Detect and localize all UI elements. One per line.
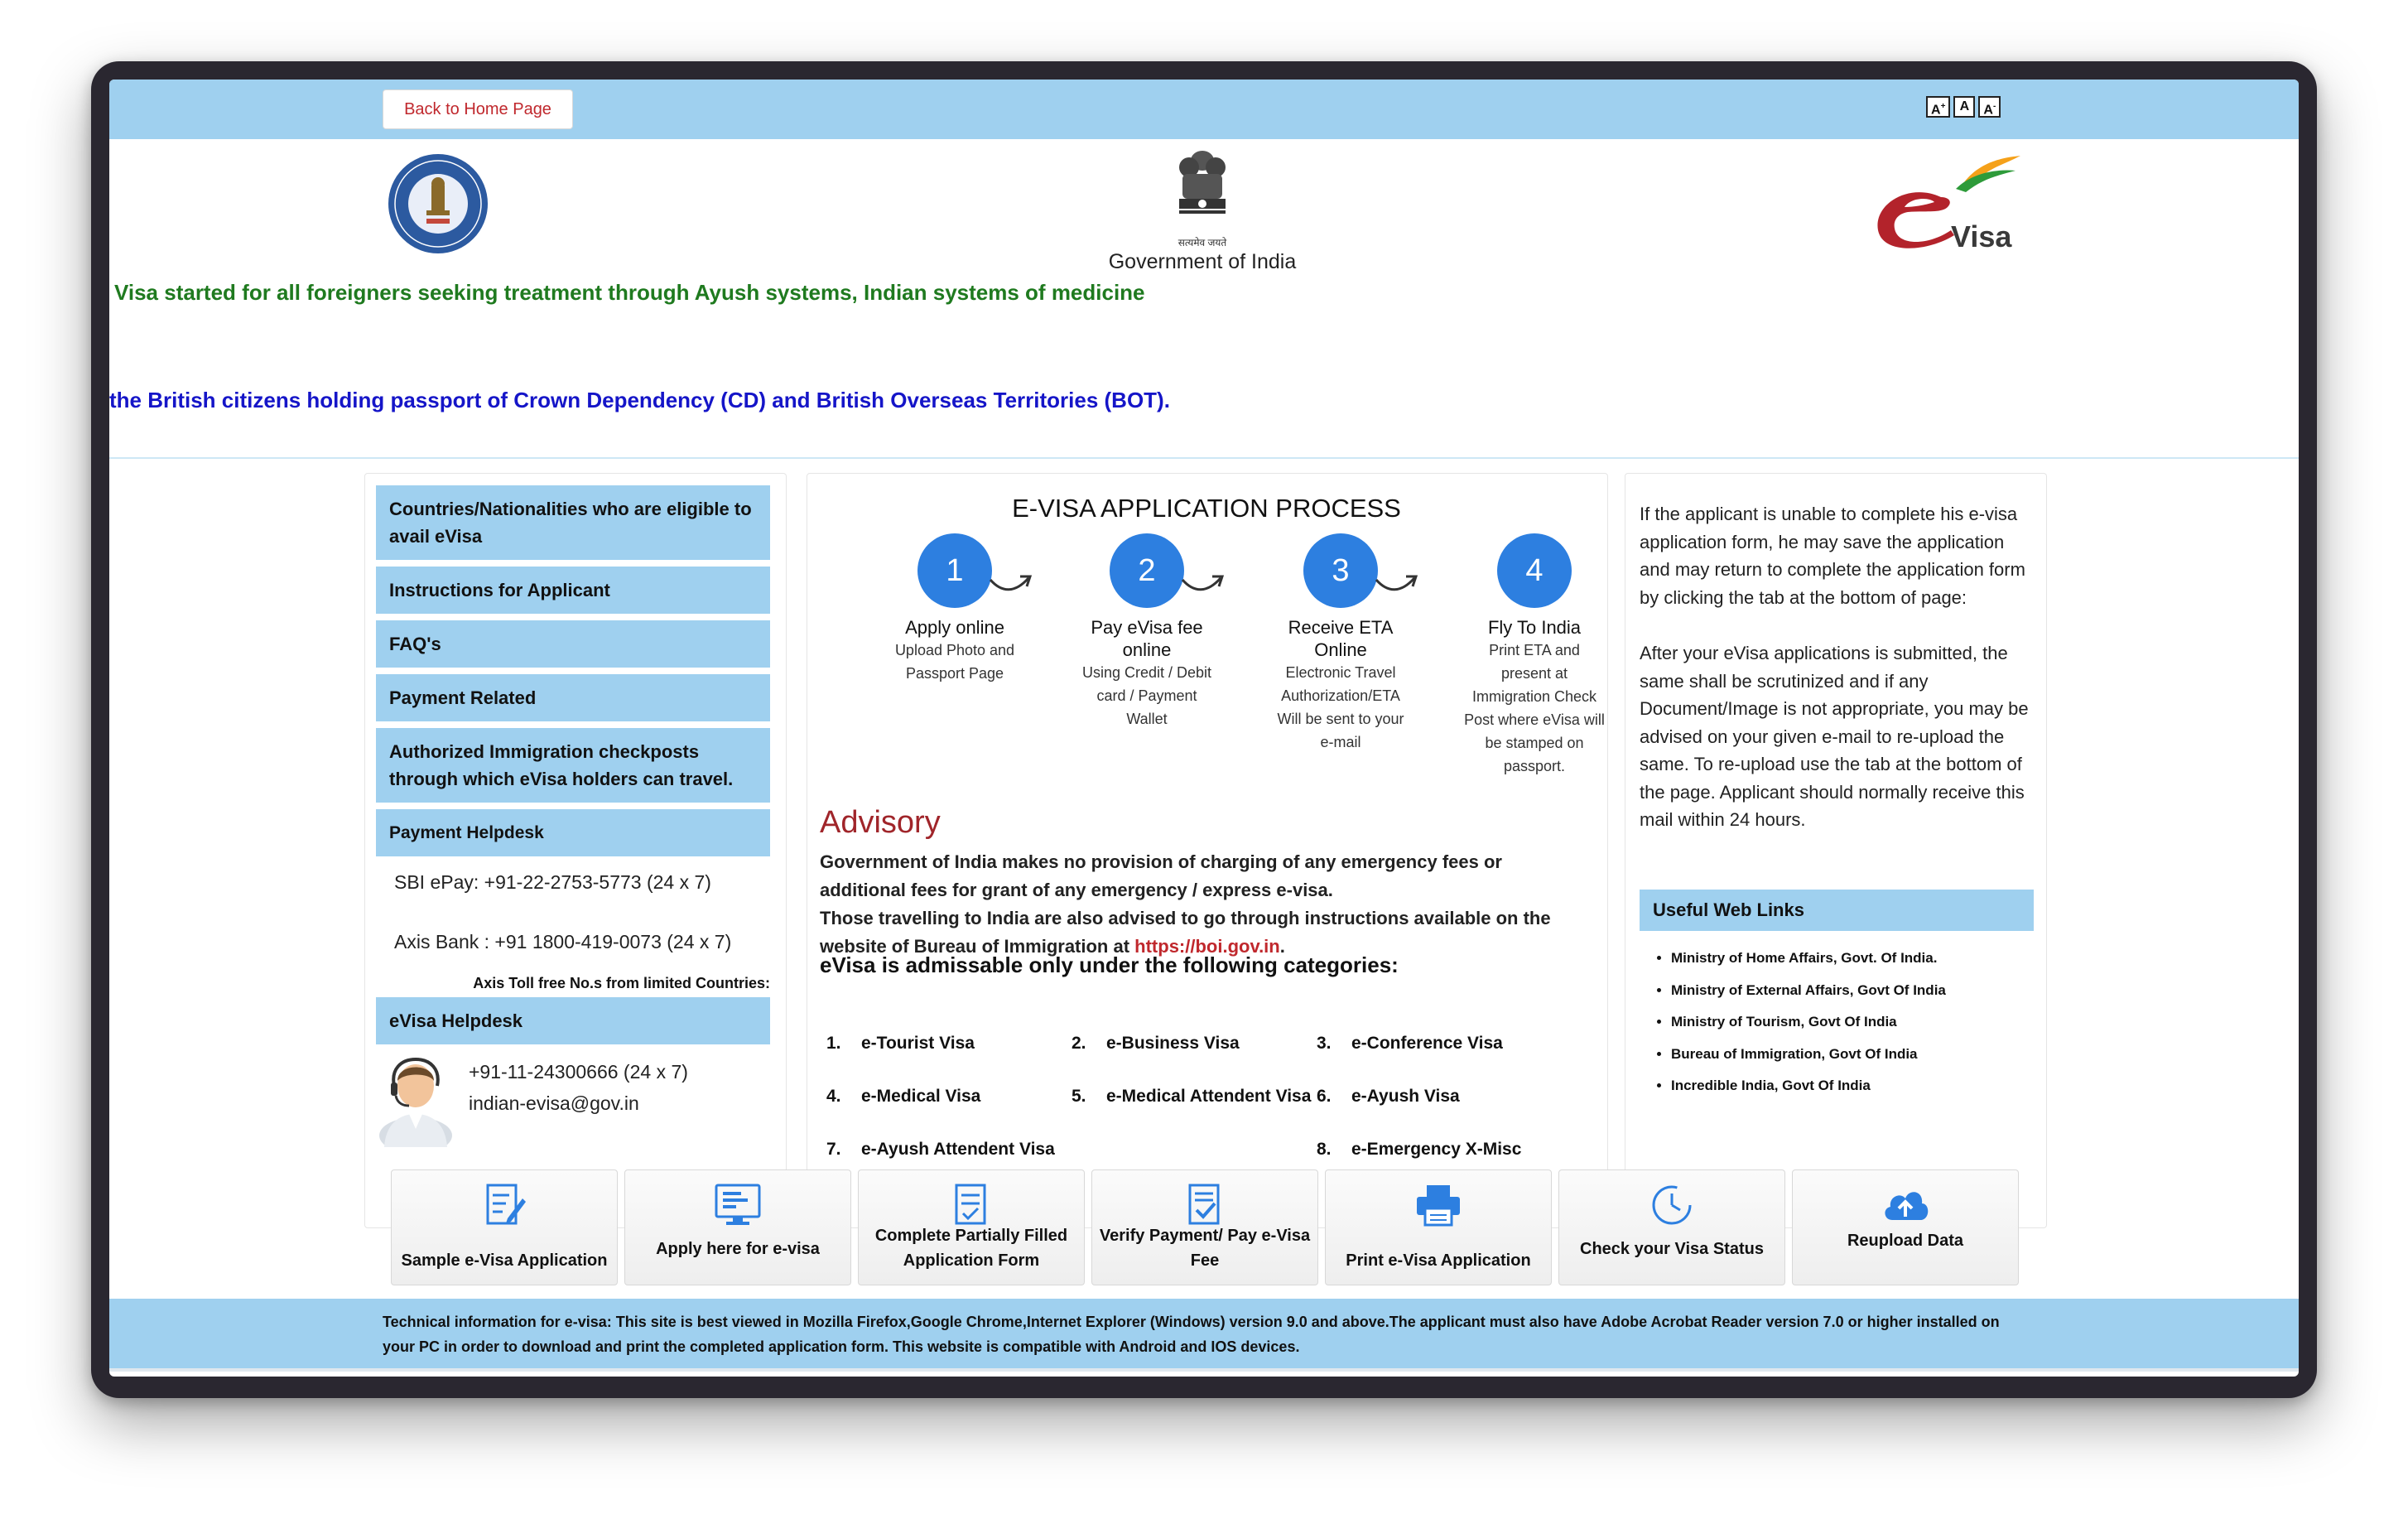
national-emblem-icon [1168, 142, 1237, 235]
browser-viewport [109, 80, 2299, 1377]
category-item: 3. e-Conference Visa [1317, 1034, 1503, 1053]
menu-faqs[interactable]: FAQ's [376, 620, 770, 668]
step-number-badge: 2 [1110, 533, 1184, 608]
step-title: Pay eVisa fee online [1091, 617, 1203, 660]
category-item: 1. e-Tourist Visa [826, 1034, 975, 1053]
category-item: 5. e-Medical Attendent Visa [1072, 1087, 1312, 1106]
evisa-helpdesk-heading: eVisa Helpdesk [376, 997, 770, 1044]
font-size-controls [1926, 96, 2001, 118]
axis-helpline: Axis Bank : +91 1800-419-0073 (24 x 7) [394, 931, 732, 952]
svg-text:Visa: Visa [1951, 219, 2012, 253]
sbi-helpline: SBI ePay: +91-22-2753-5773 (24 x 7) [394, 871, 711, 893]
step-description: Electronic Travel Authorization/ETA Will be sent to your e-mail [1277, 664, 1404, 750]
print-evisa-tile[interactable] [1325, 1169, 1552, 1285]
advisory-heading: Advisory [820, 805, 941, 840]
step-description: Using Credit / Debit card / Payment Wallet [1081, 664, 1212, 727]
link-mha[interactable]: • Ministry of Home Affairs, Govt. Of India. [1671, 943, 1946, 975]
helpdesk-phone: +91-11-24300666 (24 x 7) [469, 1061, 688, 1083]
device-frame [91, 61, 2317, 1398]
process-step-4 [1464, 533, 1605, 778]
advisory-paragraph-1: Government of India makes no provision of charging of any emergency fees or additional fees for grant of any emergency / express e-visa. [820, 851, 1502, 900]
font-normal-button[interactable]: A [1953, 96, 1975, 118]
tile-label: Print e-Visa Application [1346, 1251, 1531, 1270]
sample-evisa-tile[interactable] [391, 1169, 618, 1285]
font-decrease-button[interactable]: A- [1978, 96, 2001, 118]
tile-label: Verify Payment/ Pay e-Visa Fee [1099, 1227, 1311, 1270]
curved-arrow-icon [987, 568, 1033, 598]
useful-links-heading: Useful Web Links [1640, 890, 2034, 931]
complete-partial-form-tile[interactable] [858, 1169, 1085, 1285]
step-title: Apply online [905, 617, 1004, 638]
process-step-1 [884, 533, 1025, 685]
menu-eligible-countries[interactable]: Countries/Nationalities who are eligible to avail eVisa [376, 485, 770, 560]
advisory-text [820, 848, 1590, 961]
back-to-home-button[interactable]: Back to Home Page [383, 89, 573, 129]
process-step-3 [1270, 533, 1411, 754]
step-description: Upload Photo and Passport Page [894, 642, 1015, 682]
category-item: 4. e-Medical Visa [826, 1087, 981, 1106]
marquee-british-notice: the British citizens holding passport of Crown Dependency (CD) and British Overseas Territories (BOT). [109, 388, 1170, 412]
evisa-logo-icon [1865, 149, 2022, 257]
process-step-2 [1076, 533, 1217, 731]
category-item: 7. e-Ayush Attendent Visa [826, 1140, 1055, 1159]
reupload-info: After your eVisa applications is submitted, the same shall be scrutinized and if any Document/Image is not appropriate, you may be advised on your given e-mail to re-upload the same. To re-upload use the tab at the bottom of the page. Applicant should normally receive this mail within 24 hours. [1640, 643, 2029, 830]
process-title: E-VISA APPLICATION PROCESS [1012, 494, 1401, 523]
support-agent-icon [376, 1053, 455, 1147]
step-number-badge: 4 [1497, 533, 1572, 608]
tech-info-text: Technical information for e-visa: This site is best viewed in Mozilla Firefox,Google Chrome,Internet Explorer (Windows) version 9.0 and above.The applicant must also have Adobe Acrobat Reader version 7.0 or higher installed on your PC in order to download and print the completed application form. This website is compatible with Android and IOS devices. [383, 1314, 2000, 1355]
boi-link[interactable]: https://boi.gov.in [1134, 936, 1280, 957]
helpdesk-contact [376, 1053, 770, 1152]
step-title: Fly To India [1487, 617, 1582, 638]
tile-label: Reupload Data [1847, 1232, 1964, 1250]
link-tourism[interactable]: • Ministry of Tourism, Govt Of India [1671, 1006, 1946, 1039]
marquee-ayush-notice: Visa started for all foreigners seeking treatment through Ayush systems, Indian systems of medicine [114, 280, 1145, 305]
tile-label: Apply here for e-visa [656, 1240, 820, 1258]
curved-arrow-icon [1373, 568, 1419, 598]
link-mea[interactable]: • Ministry of External Affairs, Govt Of India [1671, 975, 1946, 1007]
helpdesk-email[interactable]: indian-evisa@gov.in [469, 1092, 639, 1114]
left-menu [376, 485, 770, 1152]
government-of-india-text: Government of India [1108, 250, 1297, 273]
top-bar [109, 80, 2299, 139]
step-number-badge: 1 [917, 533, 992, 608]
useful-links-list [1654, 943, 1946, 1102]
font-increase-button[interactable]: A+ [1926, 96, 1950, 118]
categories-heading: eVisa is admissable only under the following categories: [820, 952, 1399, 977]
category-item: 8. e-Emergency X-Misc [1317, 1140, 1522, 1159]
category-item: 2. e-Business Visa [1072, 1034, 1240, 1053]
curved-arrow-icon [1179, 568, 1226, 598]
tile-label: Sample e-Visa Application [401, 1251, 608, 1270]
emblem-motto: सत्यमेव जयते [1178, 237, 1227, 248]
check-visa-status-tile[interactable] [1558, 1169, 1785, 1285]
menu-payment-helpdesk[interactable]: Payment Helpdesk [376, 809, 770, 856]
reupload-data-tile[interactable] [1792, 1169, 2019, 1285]
step-number-badge: 3 [1303, 533, 1378, 608]
bureau-of-immigration-seal-icon [387, 152, 489, 255]
advisory-paragraph-2: Those travelling to India are also advised to go through instructions available on the website of Bureau of Immigration at https://boi.gov.in. [820, 908, 1551, 957]
tile-label: Check your Visa Status [1580, 1240, 1764, 1258]
link-incredible-india[interactable]: • Incredible India, Govt Of India [1671, 1070, 1946, 1102]
verify-payment-tile[interactable] [1091, 1169, 1318, 1285]
link-boi[interactable]: • Bureau of Immigration, Govt Of India [1671, 1039, 1946, 1071]
header-divider [109, 457, 2299, 459]
save-application-info: If the applicant is unable to complete his e-visa application form, he may save the application and may return to complete the application form by clicking the tab at the bottom of page: [1640, 504, 2025, 608]
step-description: Print ETA and present at Immigration Check Post where eVisa will be stamped on passport. [1464, 642, 1605, 774]
right-info-text [1640, 500, 2035, 834]
tile-label: Complete Partially Filled Application Form [874, 1227, 1068, 1270]
category-item: 6. e-Ayush Visa [1317, 1087, 1460, 1106]
step-title: Receive ETA Online [1288, 617, 1394, 660]
apply-evisa-tile[interactable] [624, 1169, 851, 1285]
menu-instructions[interactable]: Instructions for Applicant [376, 567, 770, 614]
footer-divider [109, 1368, 2299, 1372]
axis-note: Axis Toll free No.s from limited Countries: [473, 975, 770, 991]
menu-payment-related[interactable]: Payment Related [376, 674, 770, 721]
menu-immigration-checkposts[interactable]: Authorized Immigration checkposts through which eVisa holders can travel. [376, 728, 770, 803]
